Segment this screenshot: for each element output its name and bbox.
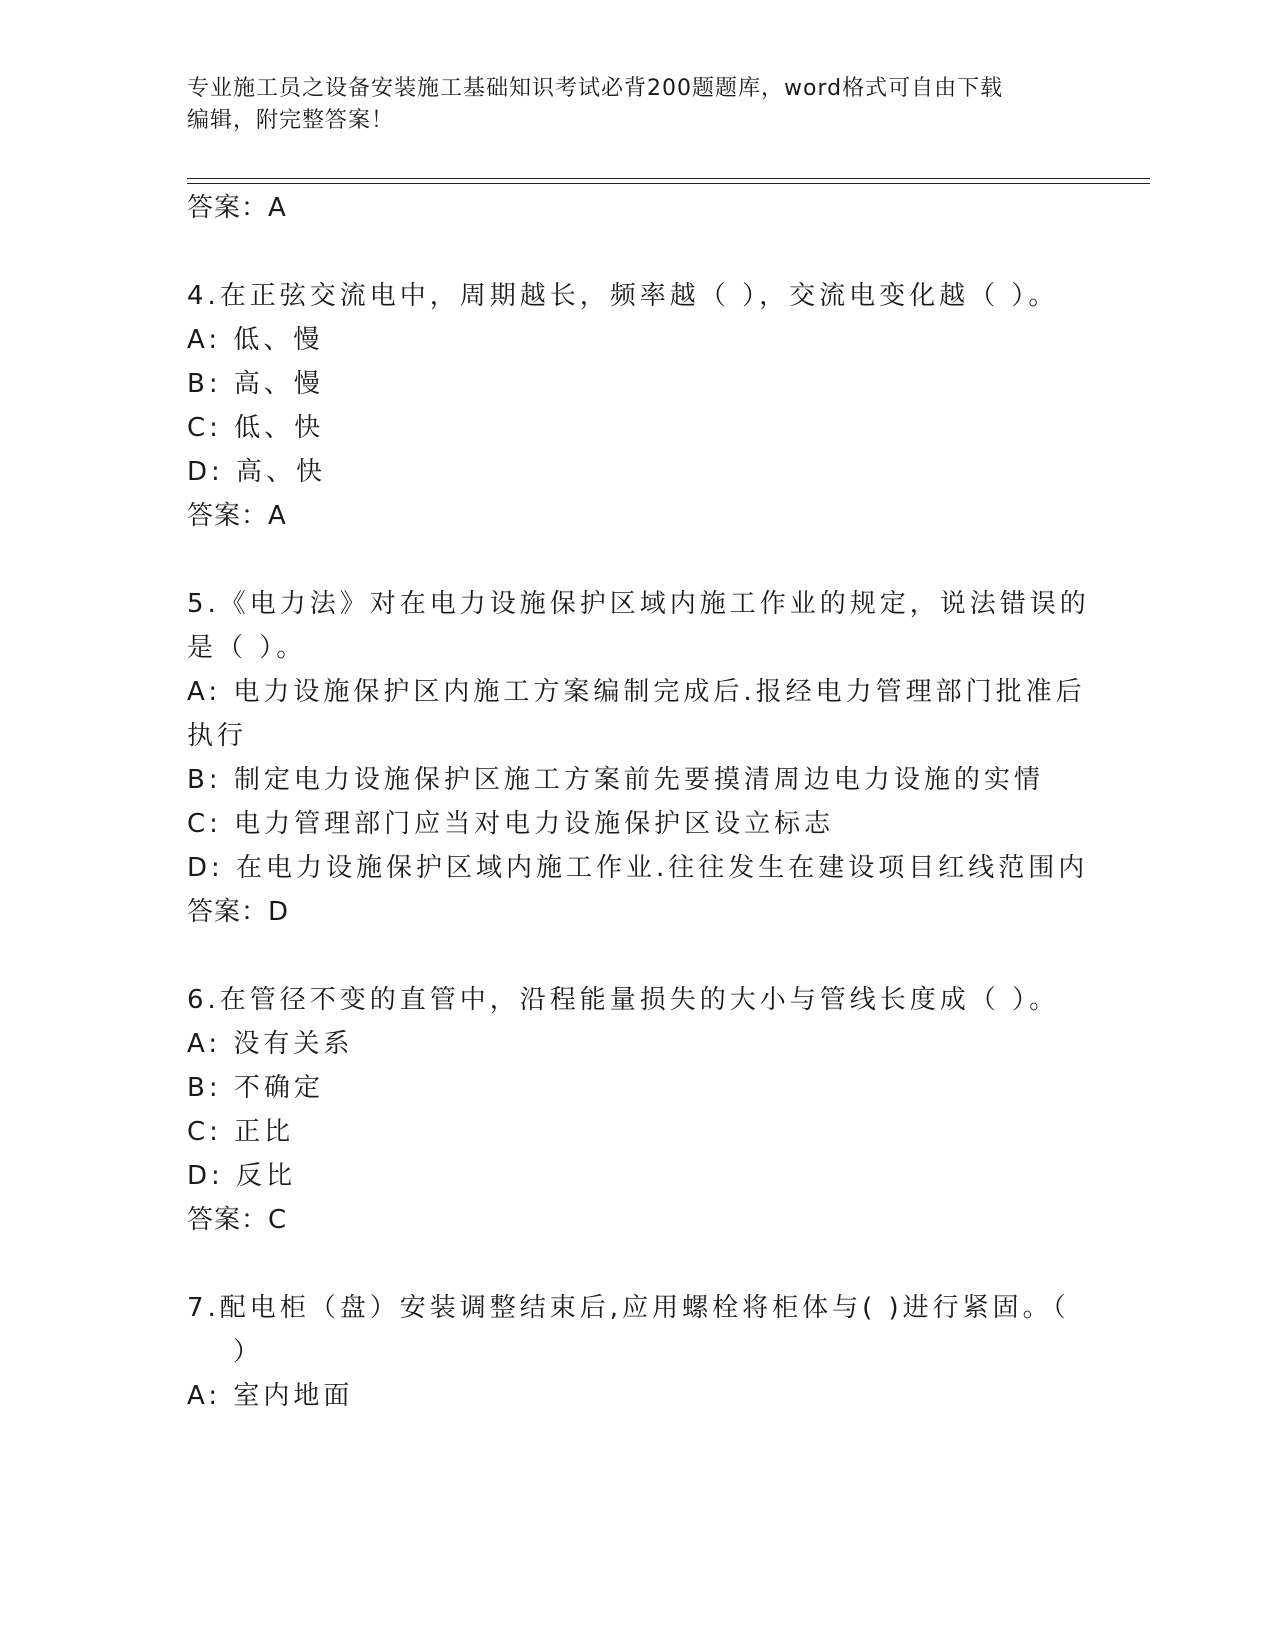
question-5-option-a-line-1: A: 电力设施保护区内施工方案编制完成后.报经电力管理部门批准后 [187, 677, 1086, 707]
answer-q4: 答案：A [187, 501, 287, 531]
question-5-stem-line-2: 是（ ）。 [187, 633, 307, 663]
question-5-option-c: C: 电力管理部门应当对电力设施保护区设立标志 [187, 809, 835, 839]
header-title-line-1: 专业施工员之设备安装施工基础知识考试必背200题题库，word格式可自由下载 [187, 76, 1004, 101]
question-6-option-d: D: 反比 [187, 1161, 297, 1191]
answer-q5: 答案：D [187, 897, 290, 927]
question-5-option-d: D: 在电力设施保护区域内施工作业.往往发生在建设项目红线范围内 [187, 853, 1089, 883]
question-4-option-d: D: 高、快 [187, 457, 327, 487]
question-6-option-a: A: 没有关系 [187, 1029, 354, 1059]
question-5-option-a-line-2: 执行 [187, 721, 248, 751]
question-6-option-b: B: 不确定 [187, 1073, 324, 1103]
question-4-stem: 4.在正弦交流电中，周期越长，频率越（ ），交流电变化越（ ）。 [187, 281, 1059, 311]
question-4-option-c: C: 低、快 [187, 413, 325, 443]
question-6-option-c: C: 正比 [187, 1117, 295, 1147]
header-title-line-2: 编辑，附完整答案！ [187, 108, 395, 133]
answer-q3: 答案：A [187, 193, 287, 223]
question-7-stem-line-2: ） [233, 1337, 264, 1367]
answer-q6: 答案：C [187, 1205, 288, 1235]
page-header [187, 73, 1087, 137]
question-5-option-b: B: 制定电力设施保护区施工方案前先要摸清周边电力设施的实情 [187, 765, 1044, 795]
question-7-stem-line-1: 7.配电柜（盘）安装调整结束后,应用螺栓将柜体与( )进行紧固。（ [187, 1293, 1070, 1323]
question-6-stem: 6.在管径不变的直管中，沿程能量损失的大小与管线长度成（ ）。 [187, 985, 1060, 1015]
question-7-option-a: A: 室内地面 [187, 1381, 354, 1411]
question-5-stem-line-1: 5.《电力法》对在电力设施保护区域内施工作业的规定，说法错误的 [187, 589, 1090, 619]
header-divider-bottom [187, 183, 1150, 184]
header-divider-top [187, 178, 1150, 179]
question-4-option-a: A: 低、慢 [187, 325, 324, 355]
question-4-option-b: B: 高、慢 [187, 369, 324, 399]
